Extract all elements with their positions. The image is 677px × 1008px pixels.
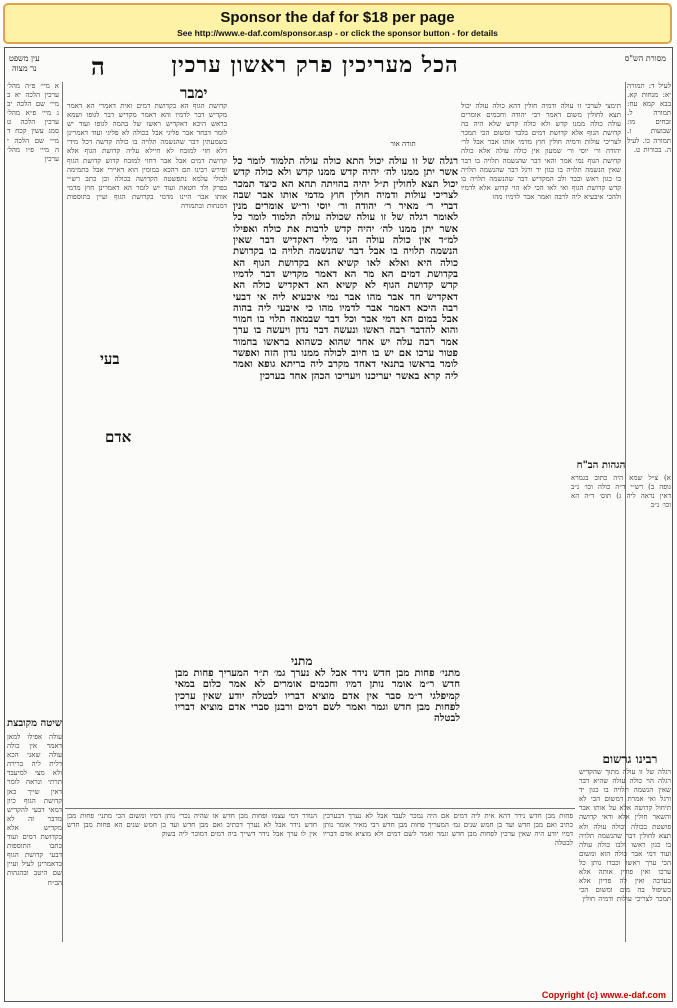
gemara-text-column: רגלה של זו עולה יכול התא כולה עולה תלמוד לומר כל אשר יתן ממנו לה׳ יהיה קדש ממנו קדש ולא כולה קדש יכול תצא לחולין ת״ל יהיה בהויתה תהא הא כיצד תמכר לצריכי עולות ודמיה חולין חוץ מדמי אותו אבר שבה דברי ר׳ מאיר ר׳ יהודה ור׳ יוסי ור״ש אומרים מנין לאומר רגלה של זו עולה שכולה עולה תלמוד לומר כל אשר יתן ממנו לה׳ יהיה קדש לרבות את כולה ואפילו למ״ד אין כולה עולה הני מילי דאקדיש דבר שאין הנשמה תלויה בו אבל דבר שהנשמה תלויה בו בקדושת כולה היא ואלא לאו קשיא הא בקדושת הגוף הא בקדושת דמים הא מר הא דאמר מקדיש דבר לדמיו קדש קדושת הגוף לא קשיא הא דאקדיש כולה הא דאקדיש חד אבר מהו אבר נמי איבעיא ליה אי דבעי רבה היכא דאמר אבר לדמיו מהו כי איבעי ליה בהוה אבל במום הא דמי אבר וכל דבר שבמאה תלוי בו חמור והוא להדבר רבה ראשו ונעשה דבר נדון ויעשה בו ערך אמר רבה עלה יש אחד שהוא כשהוא בראשו בחמור פטור ערכו אם יש בו חיוב לכולה ממנו נדון הזה ואפשר לומר בראשו בתנאי דאחד מקרב ליה בריתא גופא ואמר ליה קרא באשר יעריכנו ויעריכו הכהן אחד בערכין bbox=[233, 156, 458, 382]
torah-or-label: תורה אור bbox=[390, 140, 416, 148]
sponsor-banner[interactable] bbox=[3, 3, 672, 44]
talmud-page bbox=[4, 47, 673, 1002]
sponsor-subtitle-link[interactable]: See http://www.e-daf.com/sponsor.asp - or click the sponsor button - for details bbox=[177, 28, 498, 38]
bottom-left-commentary: הנודר דמי עצמו ופחות מבן חדש או שהיה נכרי נותן דמיו ומשום הכי מתני׳ פחות מבן חדש נידר אבל לא נערך דכתיב ואם מבן חדש ועד בן חמש שנים הא פחות מבן חדש אין לו ערך אבל נידר דשייך ביה דמים דמוכר ליה בשוק bbox=[67, 812, 317, 839]
shita-mekubetzet-label: שיטה מקובצת bbox=[7, 718, 62, 729]
bei-word: בעי bbox=[100, 350, 120, 368]
masoret-hashas-column: לעיל ד: תמורה יא: מנחות קא. בבא קמא עח: תמורה ל. זבחים מו: שבועות ז. תמורה כו. לעיל ה. בכורות ט. bbox=[627, 82, 671, 154]
bottom-right-commentary: פחות מבן חדש נידר דהא אית ליה דמים אם היה נמכר לעבד אבל לא נערך דבערכין כתיב ואם מבן חדש ועד בן חמש שנים גמ׳ המעריך פחות מבן חדש רבי מאיר אומר נותן דמיו יודע היה שאין ערכין לפחות מבן חדש וגמר ואמר לשם דמים ולא מוציא אדם דבריו לבטלה bbox=[323, 812, 573, 848]
horizontal-divider bbox=[65, 808, 575, 809]
running-head: הכל מעריכין פרק ראשון ערכין bbox=[171, 52, 459, 78]
mishnah-text: מתני׳ פחות מבן חדש נידר אבל לא נערך גמ׳ ת״ר המעריך פחות מבן חדש ר״מ אומר נותן דמיו וחכמים אומרים לא אמר כלום במאי קמיפלגי ר״מ סבר אין אדם מוציא דבריו לבטלה יודע שאין ערכין לפחות מבן חדש וגמר ואמר לשם דמים ורבנן סברי אדם מוציא דבריו לבטלה bbox=[175, 668, 460, 725]
rabbeinu-gershom-label: רבינו גרשום bbox=[602, 752, 658, 766]
daf-letter: ה bbox=[91, 52, 105, 81]
column-divider bbox=[62, 82, 63, 942]
rashi-column: תימצי לערכי זו עולה ודמיה חולין דהא כולה עולה יכול תצא לחולין משום דאמר רבי יהודה וחכמים אומרים עולה כולה ממנו קדש ולא כולה קדש שלא היה בה קדושת הגוף אלא קדושת דמים בלבד ומשום הכי תמכר לצריכי עולות ודמיה חולין חוץ מדמי אותו אבר אבל לר׳ יהודה ור׳ יוסי ור׳ שמעון אין כולה עולה אלא כולה קדושת הגוף נמי אמר והאי דבר שהנשמה תלויה בו דבר שאין הנשמה תלויה בו כגון יד ורגל דבר שהנשמה תלויה בו כגון ראש וכבד ולב המקדיש דבר שהנשמה תלויה בו קדש קדושת הגוף ואי לאו הכי לא הוי קדוש אלא לדמיו ולהכי איבעיא ליה לרבה ואמר אבר לדמיו מהו bbox=[461, 102, 621, 201]
tosafot-column: קדושת הגוף הא בקדושת דמים ואית דאמרי הא דאמר מקדיש דבר לדמיו והא דאמר מקדיש דבר לגופו ושמא בראש היכא דאקדיש ראשו של בהמה לגופו ועוד יש לומר דבחד אבר פליגי אבל בכולה לא פליגי ועוד דאמרינן בשמעתין דבר שהנשמה תלויה בו כולה קדשה דכל מידי דלא חזי למזבח לא חיילא עליה קדושת הגוף אלא קדושת דמים אבל אבר דחזי למזבח קדוש קדושת הגוף ופירש רבינו תם דהכא במומין הוא דאיירי אבל בתמימה לכולי עלמא נתפשטה הקדושה בכולה וכן כתב רש״י בפרק ולד חטאת ועוד יש לומר הא דאמרינן חוץ מדמי אותו אבר היינו מדמי בקדושת הגוף ועיין בתוספות דמנחות ובתמורה bbox=[67, 102, 227, 211]
ein-mishpat-column: א מיי׳ פ״ה מהל׳ ערכין הלכה יא ב מיי׳ שם הלכה יב ג מיי׳ פ״א מהל׳ ערכין הלכה ט סמג עשין קכח ד מיי׳ שם הלכה י ה מיי׳ פ״ו מהל׳ ערכין bbox=[7, 82, 59, 163]
hagahot-habach-label: הגהות הב"ח bbox=[576, 460, 626, 471]
masoret-label: מסורת הש"ס bbox=[624, 54, 666, 63]
sponsor-title: Sponsor the daf for $18 per page bbox=[220, 9, 455, 26]
hagahot-habach-column: א) צ״ל שמא היה כתוב בגמרא גופה ב) רש״י ד״ה כולה וכו׳ נ״ב דאין נראה ליה ג) תוס׳ ד״ה הא וכו׳ נ״ב bbox=[571, 474, 671, 510]
rabbeinu-gershom-column: רגלה של זו עולה מתוך שהקדיש רגלה הוי כולה עולה שהיא דבר שאין הנשמה תלויה בו כגון יד ורגל ואי אמרת דמשום הכי לא תיחול קדושה אלא על אותו אבר והשאר חולין אלא ודאי קדושה פושטת בכולה וכולה עולה ולא תצא לחולין דבר שהנשמה תלויה בו כגון ראשו ולבו כולה עולה ועוד דמי אבר כולה הוא ומשום הכי ערך ראשו וכבדו נותן כל ערכו ואין פודין אותה אלא בערכה ואין לה פדיון אלא כשיפול בה מום ומשום הכי תמכר לצריכי עולות ודמיה חולין bbox=[579, 768, 671, 904]
yimar-word: ימבר bbox=[180, 84, 208, 102]
adam-word: אדם bbox=[105, 428, 132, 446]
mani-word: מתני bbox=[291, 654, 313, 668]
shita-mekubetzet-column: עולה אפילו למאן דאמר אין כולה עולה שאני הכא דלית ליה ברירה ולא מצי למיעבד תרתי ונראה לומר דאין שייך כאן קדושת הגוף כיון דמאי דבעי להקדיש מדבר זה לא מקדיש אלא בקדושת דמים ועוד כתבו התוספות דבעי קדושת הגוף כדאמרינן לעיל ועיין שם היטב ובהגהות הב״ח bbox=[7, 733, 62, 887]
page-header bbox=[5, 48, 672, 90]
copyright-notice[interactable]: Copyright (c) www.e-daf.com bbox=[541, 990, 666, 1000]
ein-mishpat-label: עין משפט נר מצוה bbox=[9, 54, 40, 73]
